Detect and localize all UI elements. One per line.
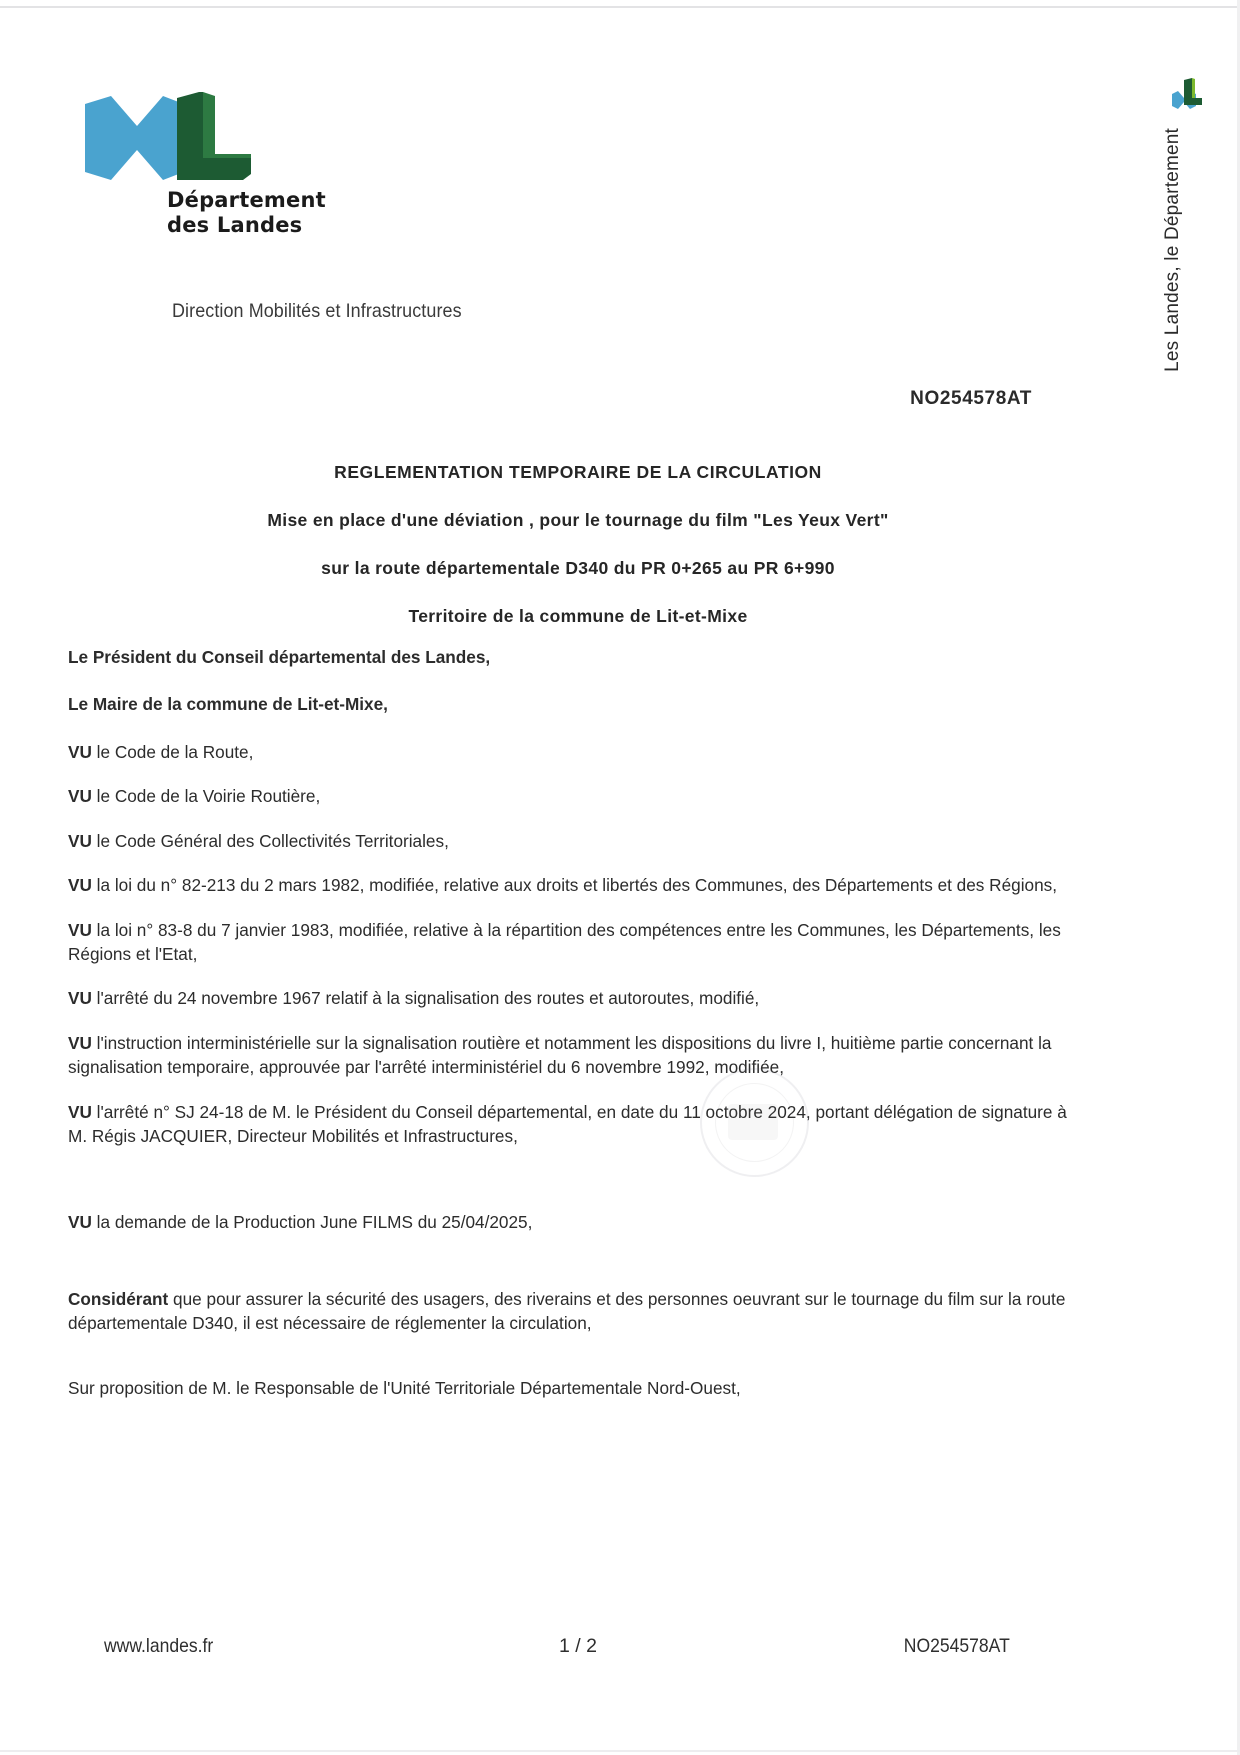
vu-clause-4-text: la loi du n° 82-213 du 2 mars 1982, modifiée, relative aux droits et libertés des Communes, des Départements et des Régions, — [91, 875, 1058, 896]
vu-clause-8-text: l'arrêté n° SJ 24-18 de M. le Président du Conseil départemental, en date du 11 octobre 2024, portant délégation de signature à M. Régis JACQUIER, Directeur Mobilités et Infrastructures, — [68, 1101, 1067, 1147]
vu-clause-5-text: la loi n° 83-8 du 7 janvier 1983, modifiée, relative à la répartition des compétences entre les Communes, les Départements, les Régions et l'Etat, — [68, 919, 1061, 964]
vu-clause-3-text: le Code Général des Collectivités Territoriales, — [91, 830, 449, 851]
considerant-clause — [68, 1287, 1078, 1336]
vu-clause-7-text: l'instruction interministérielle sur la signalisation routière et notamment les dispositions du livre I, huitième partie concernant la signalisation temporaire, approuvée par l'arrêté interministériel du 6 novembre 1992, modifiée, — [68, 1032, 1052, 1078]
vu-label: VU — [68, 786, 92, 807]
logo-word-line2: des Landes — [167, 212, 303, 237]
title-block — [68, 462, 1088, 627]
vu-label: VU — [68, 1032, 92, 1053]
vu-clause-demande-text: la demande de la Production June FILMS du 25/04/2025, — [91, 1212, 533, 1233]
vu-clause-4 — [68, 873, 1078, 897]
vu-clause-1 — [68, 740, 1078, 764]
vu-clause-2-text: le Code de la Voirie Routière, — [91, 786, 321, 807]
title-line-3: sur la route départementale D340 du PR 0+265 au PR 6+990 — [321, 558, 835, 578]
vu-clause-1-text: le Code de la Route, — [91, 741, 254, 762]
vu-clause-5 — [68, 918, 1078, 967]
signatory-president: Le Président du Conseil départemental des Landes, — [68, 647, 491, 667]
vu-label: VU — [68, 1101, 92, 1122]
vu-label: VU — [68, 875, 92, 896]
vu-label: VU — [68, 919, 92, 940]
logo-x-icon — [85, 96, 189, 180]
xl-logo-mark — [85, 92, 250, 180]
title-line-4: Territoire de la commune de Lit-et-Mixe — [408, 606, 748, 626]
vu-clause-7 — [68, 1031, 1078, 1080]
vu-clause-2 — [68, 784, 1078, 808]
logo-l-icon — [177, 92, 251, 180]
vu-label: VU — [68, 988, 92, 1009]
page-footer — [68, 1635, 1088, 1669]
vu-clause-6-text: l'arrêté du 24 novembre 1967 relatif à la signalisation des routes et autoroutes, modifié, — [91, 988, 760, 1009]
vu-clause-6 — [68, 986, 1078, 1010]
logo-word-line1: Département — [167, 188, 326, 212]
proposition-clause: Sur proposition de M. le Responsable de l'Unité Territoriale Départementale Nord-Ouest, — [68, 1377, 741, 1398]
vu-clause-8 — [68, 1100, 1078, 1149]
scan-edge-top — [0, 6, 1240, 8]
vertical-tagline: Les Landes, le Département — [1162, 128, 1183, 372]
scan-edge-bottom — [0, 1750, 1240, 1752]
mini-xl-logo-icon — [1170, 78, 1204, 112]
considerant-label: Considérant — [68, 1288, 169, 1309]
title-line-2: Mise en place d'une déviation , pour le tournage du film "Les Yeux Vert" — [267, 510, 889, 530]
department-logo — [85, 92, 335, 238]
body-block — [68, 645, 1078, 1420]
vertical-brand-block — [1156, 70, 1216, 370]
title-line-1: REGLEMENTATION TEMPORAIRE DE LA CIRCULATION — [334, 462, 822, 482]
direction-line: Direction Mobilités et Infrastructures — [172, 300, 462, 322]
vu-clause-demande — [68, 1210, 1078, 1234]
footer-page-number: 1 / 2 — [559, 1635, 597, 1657]
vu-label: VU — [68, 1212, 92, 1233]
vu-label: VU — [68, 741, 92, 762]
considerant-text: que pour assurer la sécurité des usagers, des riverains et des personnes oeuvrant sur le tournage du film sur la route départementale D340, il est nécessaire de réglementer la circulation, — [68, 1288, 1066, 1334]
footer-website[interactable]: www.landes.fr — [104, 1635, 214, 1657]
vu-clause-3 — [68, 829, 1078, 853]
document-reference: NO254578AT — [910, 388, 1032, 409]
logo-wordmark — [85, 188, 335, 238]
signatory-maire: Le Maire de la commune de Lit-et-Mixe, — [68, 694, 388, 715]
footer-reference: NO254578AT — [903, 1635, 1010, 1657]
vu-label: VU — [68, 830, 92, 851]
